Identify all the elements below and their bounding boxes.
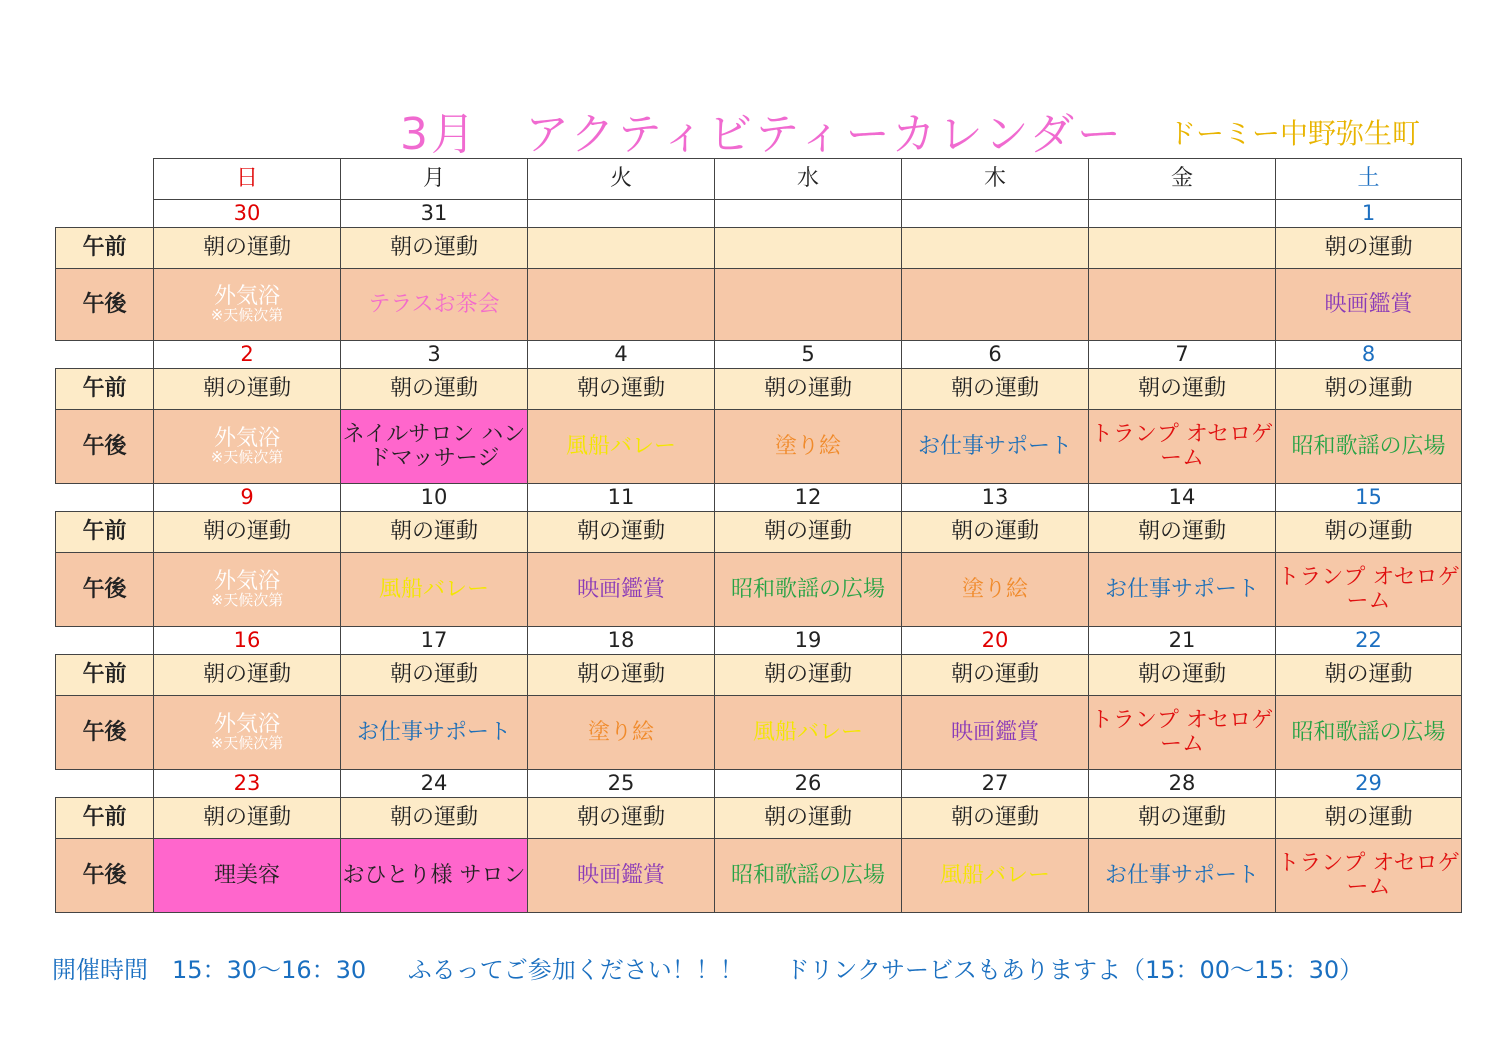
morning-activity: 朝の運動 bbox=[902, 655, 1089, 696]
afternoon-activity bbox=[902, 553, 1089, 627]
afternoon-activity bbox=[1276, 839, 1462, 913]
date-number: 23 bbox=[154, 770, 341, 798]
morning-activity: 朝の運動 bbox=[1276, 655, 1462, 696]
activity-name: 昭和歌謡の広場 bbox=[730, 862, 885, 888]
activity-name: テラスお茶会 bbox=[368, 291, 500, 317]
activity-name: 昭和歌謡の広場 bbox=[1291, 719, 1446, 745]
date-row-spacer bbox=[56, 484, 154, 512]
date-number bbox=[528, 200, 715, 228]
morning-activity: 朝の運動 bbox=[1276, 512, 1462, 553]
afternoon-activity bbox=[715, 269, 902, 341]
date-number: 7 bbox=[1089, 341, 1276, 369]
morning-activity: 朝の運動 bbox=[528, 798, 715, 839]
morning-activity: 朝の運動 bbox=[154, 369, 341, 410]
activity-name: 塗り絵 bbox=[961, 576, 1028, 602]
morning-activity: 朝の運動 bbox=[715, 369, 902, 410]
date-row bbox=[56, 341, 1462, 369]
morning-activity bbox=[715, 228, 902, 269]
weekday-0: 日 bbox=[154, 159, 341, 200]
morning-row bbox=[56, 369, 1462, 410]
weekday-3: 水 bbox=[715, 159, 902, 200]
date-number: 25 bbox=[528, 770, 715, 798]
morning-activity bbox=[902, 228, 1089, 269]
afternoon-row bbox=[56, 839, 1462, 913]
afternoon-activity bbox=[715, 696, 902, 770]
activity-name: 塗り絵 bbox=[587, 719, 654, 745]
date-number: 19 bbox=[715, 627, 902, 655]
morning-row bbox=[56, 798, 1462, 839]
morning-activity: 朝の運動 bbox=[902, 512, 1089, 553]
activity-name: 塗り絵 bbox=[774, 433, 841, 459]
facility-name: ドーミー中野弥生町 bbox=[1168, 117, 1421, 150]
activity-name: 外気浴 bbox=[213, 712, 280, 738]
date-number: 28 bbox=[1089, 770, 1276, 798]
activity-name: 外気浴 bbox=[213, 284, 280, 310]
invite-message: ふるってご参加ください！！！ bbox=[407, 956, 744, 984]
activity-name: 風船バレー bbox=[565, 433, 676, 459]
date-row bbox=[56, 200, 1462, 228]
afternoon-activity bbox=[715, 410, 902, 484]
weekday-5: 金 bbox=[1089, 159, 1276, 200]
activity-calendar bbox=[55, 158, 1462, 913]
afternoon-row bbox=[56, 696, 1462, 770]
activity-name: 映画鑑賞 bbox=[1324, 291, 1413, 317]
weekday-header-row bbox=[56, 159, 1462, 200]
afternoon-activity bbox=[341, 269, 528, 341]
morning-activity: 朝の運動 bbox=[1089, 798, 1276, 839]
afternoon-activity bbox=[528, 410, 715, 484]
date-row bbox=[56, 627, 1462, 655]
date-number: 11 bbox=[528, 484, 715, 512]
afternoon-label: 午後 bbox=[56, 553, 154, 627]
activity-name: トランプ オセロゲーム bbox=[1090, 708, 1274, 757]
afternoon-activity bbox=[902, 410, 1089, 484]
date-row-spacer bbox=[56, 341, 154, 369]
afternoon-activity bbox=[902, 269, 1089, 341]
activity-note: ※天候次第 bbox=[210, 734, 284, 753]
morning-row bbox=[56, 655, 1462, 696]
date-number: 9 bbox=[154, 484, 341, 512]
morning-activity: 朝の運動 bbox=[341, 228, 528, 269]
weekday-1: 月 bbox=[341, 159, 528, 200]
date-row bbox=[56, 770, 1462, 798]
activity-note: ※天候次第 bbox=[210, 591, 284, 610]
morning-activity: 朝の運動 bbox=[341, 798, 528, 839]
date-number: 12 bbox=[715, 484, 902, 512]
date-number bbox=[1089, 200, 1276, 228]
afternoon-activity bbox=[341, 839, 528, 913]
morning-row bbox=[56, 228, 1462, 269]
weekday-6: 土 bbox=[1276, 159, 1462, 200]
afternoon-activity bbox=[528, 553, 715, 627]
activity-name: おひとり様 サロン bbox=[342, 862, 526, 888]
afternoon-activity bbox=[154, 269, 341, 341]
afternoon-activity bbox=[902, 696, 1089, 770]
morning-activity: 朝の運動 bbox=[1276, 798, 1462, 839]
date-number: 5 bbox=[715, 341, 902, 369]
date-number: 21 bbox=[1089, 627, 1276, 655]
date-number: 2 bbox=[154, 341, 341, 369]
activity-name: 映画鑑賞 bbox=[576, 576, 665, 602]
date-number: 26 bbox=[715, 770, 902, 798]
morning-activity: 朝の運動 bbox=[154, 512, 341, 553]
afternoon-activity bbox=[1089, 410, 1276, 484]
morning-activity: 朝の運動 bbox=[528, 655, 715, 696]
activity-name: お仕事サポート bbox=[1104, 862, 1259, 888]
date-number: 6 bbox=[902, 341, 1089, 369]
morning-activity: 朝の運動 bbox=[341, 369, 528, 410]
afternoon-row bbox=[56, 553, 1462, 627]
afternoon-activity bbox=[1276, 553, 1462, 627]
activity-name: 風船バレー bbox=[378, 576, 489, 602]
afternoon-activity bbox=[902, 839, 1089, 913]
activity-name: 昭和歌謡の広場 bbox=[730, 576, 885, 602]
afternoon-activity bbox=[154, 410, 341, 484]
activity-name: トランプ オセロゲーム bbox=[1090, 422, 1274, 471]
date-row-spacer bbox=[56, 627, 154, 655]
activity-name: トランプ オセロゲーム bbox=[1277, 851, 1460, 900]
date-number: 14 bbox=[1089, 484, 1276, 512]
activity-name: 映画鑑賞 bbox=[950, 719, 1039, 745]
activity-name: 風船バレー bbox=[752, 719, 863, 745]
event-hours: 開催時間 15：30〜16：30 bbox=[52, 956, 367, 984]
date-number: 24 bbox=[341, 770, 528, 798]
date-row-spacer bbox=[56, 770, 154, 798]
afternoon-activity bbox=[341, 410, 528, 484]
afternoon-activity bbox=[1089, 696, 1276, 770]
afternoon-activity bbox=[715, 553, 902, 627]
morning-activity bbox=[528, 228, 715, 269]
morning-activity: 朝の運動 bbox=[528, 512, 715, 553]
morning-activity: 朝の運動 bbox=[715, 655, 902, 696]
morning-activity: 朝の運動 bbox=[902, 798, 1089, 839]
date-number: 18 bbox=[528, 627, 715, 655]
afternoon-row bbox=[56, 269, 1462, 341]
activity-name: 映画鑑賞 bbox=[576, 862, 665, 888]
morning-activity: 朝の運動 bbox=[1089, 655, 1276, 696]
date-number: 20 bbox=[902, 627, 1089, 655]
afternoon-activity bbox=[1276, 269, 1462, 341]
afternoon-label: 午後 bbox=[56, 269, 154, 341]
morning-activity: 朝の運動 bbox=[1089, 369, 1276, 410]
date-number: 29 bbox=[1276, 770, 1462, 798]
afternoon-activity bbox=[1276, 410, 1462, 484]
date-number: 4 bbox=[528, 341, 715, 369]
afternoon-activity bbox=[1089, 269, 1276, 341]
date-number: 13 bbox=[902, 484, 1089, 512]
drink-service: ドリンクサービスもありますよ（15：00〜15：30） bbox=[785, 956, 1364, 984]
date-number bbox=[715, 200, 902, 228]
activity-name: 風船バレー bbox=[939, 862, 1050, 888]
afternoon-activity bbox=[1276, 696, 1462, 770]
footer-notes bbox=[52, 950, 1460, 985]
morning-activity: 朝の運動 bbox=[154, 655, 341, 696]
activity-name: お仕事サポート bbox=[356, 719, 511, 745]
activity-name: 理美容 bbox=[213, 862, 280, 888]
activity-note: ※天候次第 bbox=[210, 448, 284, 467]
afternoon-label: 午後 bbox=[56, 839, 154, 913]
activity-name: お仕事サポート bbox=[917, 433, 1072, 459]
morning-activity: 朝の運動 bbox=[902, 369, 1089, 410]
afternoon-label: 午後 bbox=[56, 410, 154, 484]
morning-label: 午前 bbox=[56, 655, 154, 696]
morning-label: 午前 bbox=[56, 369, 154, 410]
morning-activity bbox=[1089, 228, 1276, 269]
afternoon-row bbox=[56, 410, 1462, 484]
morning-activity: 朝の運動 bbox=[1276, 228, 1462, 269]
afternoon-activity bbox=[1089, 839, 1276, 913]
date-number: 16 bbox=[154, 627, 341, 655]
activity-name: 外気浴 bbox=[213, 569, 280, 595]
morning-activity: 朝の運動 bbox=[1276, 369, 1462, 410]
activity-name: 外気浴 bbox=[213, 426, 280, 452]
morning-label: 午前 bbox=[56, 512, 154, 553]
morning-activity: 朝の運動 bbox=[1089, 512, 1276, 553]
afternoon-activity bbox=[154, 839, 341, 913]
afternoon-activity bbox=[715, 839, 902, 913]
date-number bbox=[902, 200, 1089, 228]
morning-activity: 朝の運動 bbox=[341, 655, 528, 696]
date-row-spacer bbox=[56, 200, 154, 228]
activity-name: トランプ オセロゲーム bbox=[1277, 565, 1460, 614]
header-corner bbox=[56, 159, 154, 200]
afternoon-activity bbox=[154, 553, 341, 627]
morning-activity: 朝の運動 bbox=[341, 512, 528, 553]
activity-name: ネイルサロン ハンドマッサージ bbox=[342, 422, 526, 471]
afternoon-activity bbox=[528, 269, 715, 341]
activity-note: ※天候次第 bbox=[210, 306, 284, 325]
activity-name: お仕事サポート bbox=[1104, 576, 1259, 602]
afternoon-activity bbox=[154, 696, 341, 770]
morning-activity: 朝の運動 bbox=[715, 798, 902, 839]
morning-label: 午前 bbox=[56, 798, 154, 839]
weekday-2: 火 bbox=[528, 159, 715, 200]
afternoon-activity bbox=[528, 839, 715, 913]
date-number: 22 bbox=[1276, 627, 1462, 655]
weekday-4: 木 bbox=[902, 159, 1089, 200]
date-number: 31 bbox=[341, 200, 528, 228]
afternoon-label: 午後 bbox=[56, 696, 154, 770]
activity-name: 昭和歌謡の広場 bbox=[1291, 433, 1446, 459]
date-number: 17 bbox=[341, 627, 528, 655]
date-number: 1 bbox=[1276, 200, 1462, 228]
afternoon-activity bbox=[341, 553, 528, 627]
morning-label: 午前 bbox=[56, 228, 154, 269]
date-number: 10 bbox=[341, 484, 528, 512]
page-title: 3月 アクティビティーカレンダー bbox=[400, 109, 1124, 160]
morning-activity: 朝の運動 bbox=[154, 798, 341, 839]
date-number: 8 bbox=[1276, 341, 1462, 369]
date-row bbox=[56, 484, 1462, 512]
morning-activity: 朝の運動 bbox=[528, 369, 715, 410]
afternoon-activity bbox=[341, 696, 528, 770]
date-number: 27 bbox=[902, 770, 1089, 798]
date-number: 30 bbox=[154, 200, 341, 228]
morning-row bbox=[56, 512, 1462, 553]
morning-activity: 朝の運動 bbox=[715, 512, 902, 553]
date-number: 3 bbox=[341, 341, 528, 369]
afternoon-activity bbox=[528, 696, 715, 770]
date-number: 15 bbox=[1276, 484, 1462, 512]
morning-activity: 朝の運動 bbox=[154, 228, 341, 269]
afternoon-activity bbox=[1089, 553, 1276, 627]
